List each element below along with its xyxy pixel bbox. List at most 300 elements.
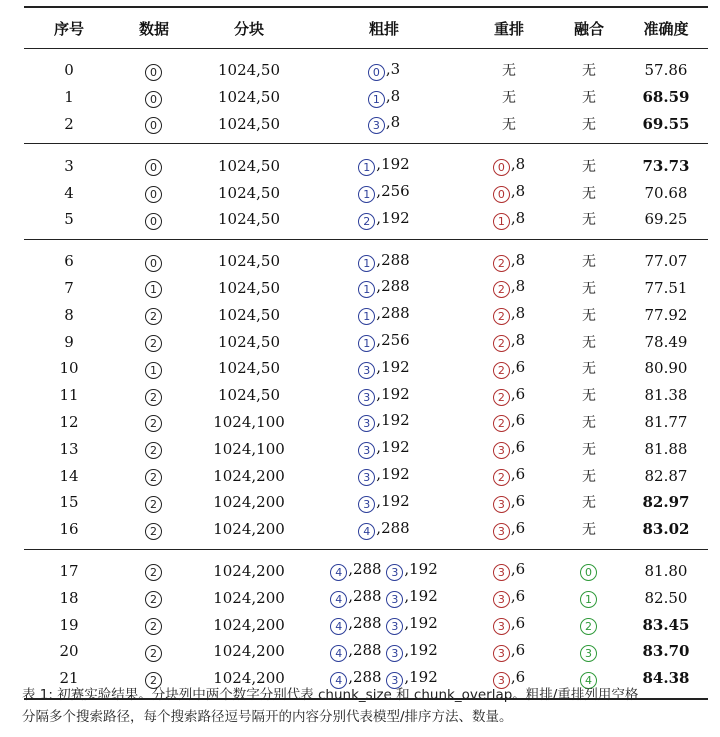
rerank-model-marker: 3 <box>493 591 510 608</box>
rerank-count: ,8 <box>510 277 526 296</box>
fusion-none: 无 <box>582 495 596 512</box>
fusion-none: 无 <box>582 361 596 378</box>
coarse-model-marker: 1 <box>358 159 375 176</box>
accuracy-cell <box>624 611 708 638</box>
rerank-model-marker: 2 <box>493 362 510 379</box>
rerank-cell <box>464 462 554 489</box>
col-coarse-header: 粗排 <box>368 19 399 38</box>
accuracy-value: 83.02 <box>642 520 690 539</box>
chunk-value: 1024,50 <box>217 183 281 202</box>
table-row <box>24 206 708 239</box>
rerank-model-marker: 2 <box>493 281 510 298</box>
coarse-model-marker: 4 <box>330 564 347 581</box>
fusion-none: 无 <box>582 116 596 133</box>
fusion-cell <box>554 516 624 549</box>
coarse-model-marker: 0 <box>368 64 385 81</box>
rerank-count: ,6 <box>510 465 526 484</box>
row-id: 21 <box>59 669 79 688</box>
chunk-cell <box>194 49 304 84</box>
row-id-cell <box>24 435 114 462</box>
coarse-cell <box>304 355 464 382</box>
chunk-value: 1024,200 <box>213 493 285 512</box>
coarse-count: ,288 <box>348 560 387 579</box>
fusion-cell <box>554 275 624 302</box>
coarse-model-marker: 4 <box>330 618 347 635</box>
data-source-marker: 2 <box>145 496 162 513</box>
rerank-count: ,6 <box>510 384 526 403</box>
data-source-marker: 0 <box>145 64 162 81</box>
row-id: 7 <box>64 278 74 297</box>
table-row <box>24 179 708 206</box>
table-row <box>24 111 708 144</box>
accuracy-value: 82.87 <box>644 466 688 485</box>
rerank-model-marker: 2 <box>493 389 510 406</box>
coarse-model-marker: 3 <box>386 618 403 635</box>
rerank-model-marker: 3 <box>493 442 510 459</box>
fusion-cell <box>554 638 624 665</box>
row-id: 18 <box>59 588 79 607</box>
accuracy-cell <box>624 111 708 144</box>
rerank-cell <box>464 435 554 462</box>
data-source-marker: 2 <box>145 442 162 459</box>
coarse-cell <box>304 638 464 665</box>
rerank-model-marker: 2 <box>493 335 510 352</box>
fusion-cell <box>554 462 624 489</box>
coarse-count: ,288 <box>348 587 387 606</box>
row-id: 14 <box>59 466 79 485</box>
coarse-count: ,256 <box>376 331 410 350</box>
accuracy-value: 57.86 <box>644 61 688 80</box>
data-cell <box>114 355 194 382</box>
rerank-cell <box>464 382 554 409</box>
data-cell <box>114 409 194 436</box>
fusion-none: 无 <box>582 63 596 80</box>
data-cell <box>114 611 194 638</box>
chunk-cell <box>194 435 304 462</box>
data-cell <box>114 84 194 111</box>
data-source-marker: 2 <box>145 335 162 352</box>
coarse-count: ,192 <box>376 155 410 174</box>
coarse-count: ,192 <box>376 384 410 403</box>
row-id-cell <box>24 275 114 302</box>
chunk-cell <box>194 179 304 206</box>
coarse-count: ,192 <box>376 411 410 430</box>
row-id-cell <box>24 549 114 584</box>
coarse-count: ,288 <box>348 614 387 633</box>
accuracy-value: 82.50 <box>644 588 688 607</box>
fusion-cell <box>554 435 624 462</box>
chunk-value: 1024,200 <box>213 520 285 539</box>
coarse-model-marker: 3 <box>368 117 385 134</box>
row-id: 13 <box>59 439 79 458</box>
coarse-cell <box>304 301 464 328</box>
chunk-cell <box>194 611 304 638</box>
rerank-model-marker: 2 <box>493 415 510 432</box>
row-id: 8 <box>64 305 74 324</box>
coarse-model-marker: 4 <box>358 523 375 540</box>
fusion-none: 无 <box>582 90 596 107</box>
coarse-model-marker: 4 <box>330 672 347 689</box>
rerank-cell <box>464 301 554 328</box>
fusion-method-marker: 2 <box>580 618 597 635</box>
chunk-value: 1024,50 <box>217 88 281 107</box>
data-cell <box>114 239 194 274</box>
rerank-count: ,6 <box>510 438 526 457</box>
row-id-cell <box>24 611 114 638</box>
table-row <box>24 435 708 462</box>
accuracy-value: 81.38 <box>644 386 688 405</box>
rerank-count: ,6 <box>510 357 526 376</box>
fusion-method-marker: 3 <box>580 645 597 662</box>
chunk-value: 1024,50 <box>217 252 281 271</box>
data-source-marker: 2 <box>145 389 162 406</box>
coarse-model-marker: 4 <box>330 591 347 608</box>
chunk-value: 1024,50 <box>217 114 281 133</box>
coarse-count: ,192 <box>376 491 410 510</box>
row-id: 9 <box>64 332 74 351</box>
rerank-none: 无 <box>502 63 516 80</box>
rerank-count: ,6 <box>510 491 526 510</box>
fusion-cell <box>554 239 624 274</box>
row-id-cell <box>24 84 114 111</box>
fusion-none: 无 <box>582 158 596 175</box>
row-id-cell <box>24 206 114 239</box>
data-cell <box>114 111 194 144</box>
coarse-cell <box>304 549 464 584</box>
rerank-cell <box>464 144 554 179</box>
accuracy-cell <box>624 409 708 436</box>
chunk-cell <box>194 301 304 328</box>
data-source-marker: 2 <box>145 564 162 581</box>
fusion-cell <box>554 84 624 111</box>
table-header <box>24 7 708 49</box>
coarse-cell <box>304 611 464 638</box>
coarse-model-marker: 1 <box>358 186 375 203</box>
coarse-count: ,192 <box>376 208 410 227</box>
rerank-cell <box>464 516 554 549</box>
table-row <box>24 239 708 274</box>
col-data-header: 数据 <box>138 19 169 38</box>
row-id: 11 <box>59 386 79 405</box>
chunk-value: 1024,50 <box>217 210 281 229</box>
fusion-method-marker: 1 <box>580 591 597 608</box>
rerank-model-marker: 3 <box>493 523 510 540</box>
coarse-cell <box>304 206 464 239</box>
rerank-cell <box>464 239 554 274</box>
data-cell <box>114 584 194 611</box>
accuracy-value: 69.55 <box>642 114 690 133</box>
table-row <box>24 516 708 549</box>
table-row <box>24 382 708 409</box>
data-source-marker: 2 <box>145 523 162 540</box>
header-row <box>24 7 708 49</box>
chunk-cell <box>194 638 304 665</box>
col-chunk-header: 分块 <box>233 19 264 38</box>
accuracy-value: 81.77 <box>644 412 688 431</box>
rerank-count: ,8 <box>510 331 526 350</box>
row-id-cell <box>24 144 114 179</box>
coarse-model-marker: 3 <box>386 645 403 662</box>
chunk-cell <box>194 549 304 584</box>
chunk-cell <box>194 409 304 436</box>
coarse-count: ,288 <box>376 304 410 323</box>
fusion-cell <box>554 611 624 638</box>
data-cell <box>114 489 194 516</box>
coarse-cell <box>304 382 464 409</box>
fusion-cell <box>554 49 624 84</box>
chunk-value: 1024,100 <box>213 439 285 458</box>
data-cell <box>114 301 194 328</box>
row-id: 19 <box>59 615 79 634</box>
accuracy-cell <box>624 516 708 549</box>
rerank-cell <box>464 611 554 638</box>
data-source-marker: 2 <box>145 308 162 325</box>
coarse-model-marker: 3 <box>358 362 375 379</box>
row-id: 12 <box>59 412 79 431</box>
table-row <box>24 275 708 302</box>
fusion-none: 无 <box>582 441 596 458</box>
fusion-none: 无 <box>582 388 596 405</box>
rerank-count: ,6 <box>510 614 526 633</box>
rerank-model-marker: 3 <box>493 645 510 662</box>
coarse-model-marker: 3 <box>358 389 375 406</box>
chunk-cell <box>194 239 304 274</box>
coarse-count: ,3 <box>385 59 401 78</box>
accuracy-value: 77.51 <box>644 278 688 297</box>
coarse-cell <box>304 328 464 355</box>
coarse-model-marker: 1 <box>358 335 375 352</box>
row-id: 5 <box>64 210 74 229</box>
accuracy-cell <box>624 301 708 328</box>
accuracy-cell <box>624 382 708 409</box>
fusion-cell <box>554 144 624 179</box>
chunk-cell <box>194 84 304 111</box>
chunk-cell <box>194 144 304 179</box>
chunk-value: 1024,200 <box>213 588 285 607</box>
coarse-cell <box>304 435 464 462</box>
rerank-model-marker: 2 <box>493 308 510 325</box>
data-source-marker: 0 <box>145 186 162 203</box>
fusion-cell <box>554 382 624 409</box>
fusion-none: 无 <box>582 212 596 229</box>
chunk-cell <box>194 489 304 516</box>
row-id: 17 <box>59 561 79 580</box>
data-cell <box>114 462 194 489</box>
row-id: 0 <box>64 61 74 80</box>
rerank-model-marker: 0 <box>493 159 510 176</box>
rerank-model-marker: 2 <box>493 469 510 486</box>
col-rerank-header: 重排 <box>493 19 524 38</box>
row-id-cell <box>24 355 114 382</box>
fusion-none: 无 <box>582 468 596 485</box>
rerank-count: ,8 <box>510 250 526 269</box>
data-source-marker: 2 <box>145 672 162 689</box>
data-cell <box>114 206 194 239</box>
fusion-none: 无 <box>582 522 596 539</box>
chunk-cell <box>194 355 304 382</box>
coarse-cell <box>304 84 464 111</box>
col-fusion-header: 融合 <box>573 19 604 38</box>
row-id: 1 <box>64 88 74 107</box>
accuracy-value: 68.59 <box>642 88 690 107</box>
row-id: 2 <box>64 114 74 133</box>
rerank-count: ,6 <box>510 560 526 579</box>
accuracy-value: 80.90 <box>644 359 688 378</box>
chunk-value: 1024,200 <box>213 561 285 580</box>
data-cell <box>114 549 194 584</box>
coarse-count: ,288 <box>348 667 387 686</box>
fusion-method-marker: 4 <box>580 672 597 689</box>
data-cell <box>114 638 194 665</box>
accuracy-cell <box>624 638 708 665</box>
coarse-count: ,192 <box>376 438 410 457</box>
caption-line-1: 表 1: 初赛实验结果。分块列中两个数字分别代表 chunk_size 和 chunk_overlap。粗排/重排列用空格 <box>22 687 639 703</box>
rerank-none: 无 <box>502 90 516 107</box>
fusion-method-marker: 0 <box>580 564 597 581</box>
rerank-cell <box>464 111 554 144</box>
coarse-cell <box>304 584 464 611</box>
data-source-marker: 0 <box>145 213 162 230</box>
accuracy-value: 78.49 <box>644 332 688 351</box>
row-id: 16 <box>59 520 79 539</box>
row-id: 10 <box>59 359 79 378</box>
accuracy-value: 69.25 <box>644 210 688 229</box>
chunk-value: 1024,50 <box>217 386 281 405</box>
fusion-cell <box>554 549 624 584</box>
row-id-cell <box>24 462 114 489</box>
data-source-marker: 2 <box>145 645 162 662</box>
coarse-cell <box>304 275 464 302</box>
accuracy-cell <box>624 179 708 206</box>
row-id-cell <box>24 111 114 144</box>
table-row <box>24 549 708 584</box>
coarse-count: ,192 <box>376 357 410 376</box>
coarse-model-marker: 3 <box>386 591 403 608</box>
coarse-count: ,192 <box>376 465 410 484</box>
chunk-cell <box>194 462 304 489</box>
rerank-cell <box>464 275 554 302</box>
coarse-count: ,288 <box>348 640 387 659</box>
coarse-cell <box>304 462 464 489</box>
chunk-cell <box>194 275 304 302</box>
table-row <box>24 638 708 665</box>
accuracy-value: 81.88 <box>644 439 688 458</box>
accuracy-cell <box>624 328 708 355</box>
data-cell <box>114 179 194 206</box>
data-cell <box>114 275 194 302</box>
data-cell <box>114 516 194 549</box>
chunk-value: 1024,200 <box>213 642 285 661</box>
accuracy-value: 84.38 <box>642 669 690 688</box>
rerank-count: ,6 <box>510 518 526 537</box>
coarse-cell <box>304 516 464 549</box>
accuracy-cell <box>624 584 708 611</box>
row-id-cell <box>24 584 114 611</box>
coarse-model-marker: 3 <box>386 564 403 581</box>
fusion-none: 无 <box>582 280 596 297</box>
accuracy-cell <box>624 239 708 274</box>
row-id-cell <box>24 179 114 206</box>
chunk-value: 1024,100 <box>213 412 285 431</box>
data-cell <box>114 49 194 84</box>
chunk-value: 1024,50 <box>217 278 281 297</box>
rerank-model-marker: 3 <box>493 564 510 581</box>
table-row <box>24 489 708 516</box>
chunk-value: 1024,50 <box>217 332 281 351</box>
rerank-cell <box>464 355 554 382</box>
coarse-count: ,288 <box>376 518 410 537</box>
accuracy-value: 70.68 <box>644 183 688 202</box>
rerank-count: ,8 <box>510 304 526 323</box>
accuracy-cell <box>624 355 708 382</box>
rerank-count: ,8 <box>510 182 526 201</box>
rerank-model-marker: 3 <box>493 618 510 635</box>
accuracy-cell <box>624 462 708 489</box>
rerank-cell <box>464 409 554 436</box>
coarse-model-marker: 3 <box>358 496 375 513</box>
fusion-none: 无 <box>582 307 596 324</box>
results-table <box>24 6 708 700</box>
rerank-count: ,6 <box>510 587 526 606</box>
fusion-cell <box>554 584 624 611</box>
accuracy-value: 81.80 <box>644 561 688 580</box>
row-id: 20 <box>59 642 79 661</box>
chunk-cell <box>194 516 304 549</box>
row-id-cell <box>24 382 114 409</box>
rerank-count: ,6 <box>510 667 526 686</box>
fusion-none: 无 <box>582 254 596 271</box>
accuracy-cell <box>624 144 708 179</box>
table-row <box>24 84 708 111</box>
row-id-cell <box>24 328 114 355</box>
coarse-model-marker: 3 <box>358 415 375 432</box>
coarse-count: ,192 <box>404 560 438 579</box>
data-source-marker: 2 <box>145 618 162 635</box>
coarse-count: ,288 <box>376 250 410 269</box>
chunk-value: 1024,50 <box>217 61 281 80</box>
rerank-cell <box>464 549 554 584</box>
accuracy-cell <box>624 206 708 239</box>
data-cell <box>114 328 194 355</box>
rerank-cell <box>464 49 554 84</box>
fusion-cell <box>554 111 624 144</box>
rerank-cell <box>464 206 554 239</box>
rerank-cell <box>464 328 554 355</box>
data-source-marker: 2 <box>145 469 162 486</box>
data-source-marker: 0 <box>145 255 162 272</box>
coarse-cell <box>304 239 464 274</box>
coarse-cell <box>304 49 464 84</box>
table-row <box>24 584 708 611</box>
accuracy-value: 83.45 <box>642 615 690 634</box>
table-row <box>24 409 708 436</box>
row-id-cell <box>24 409 114 436</box>
data-cell <box>114 382 194 409</box>
accuracy-value: 83.70 <box>642 642 690 661</box>
col-accuracy-header: 准确度 <box>643 19 689 38</box>
fusion-cell <box>554 206 624 239</box>
coarse-model-marker: 1 <box>358 308 375 325</box>
row-id-cell <box>24 516 114 549</box>
fusion-none: 无 <box>582 185 596 202</box>
table-row <box>24 144 708 179</box>
accuracy-value: 82.97 <box>642 493 690 512</box>
rerank-count: ,6 <box>510 640 526 659</box>
table-caption <box>22 684 712 728</box>
coarse-model-marker: 1 <box>358 255 375 272</box>
coarse-count: ,192 <box>404 614 438 633</box>
table-group <box>24 239 708 549</box>
